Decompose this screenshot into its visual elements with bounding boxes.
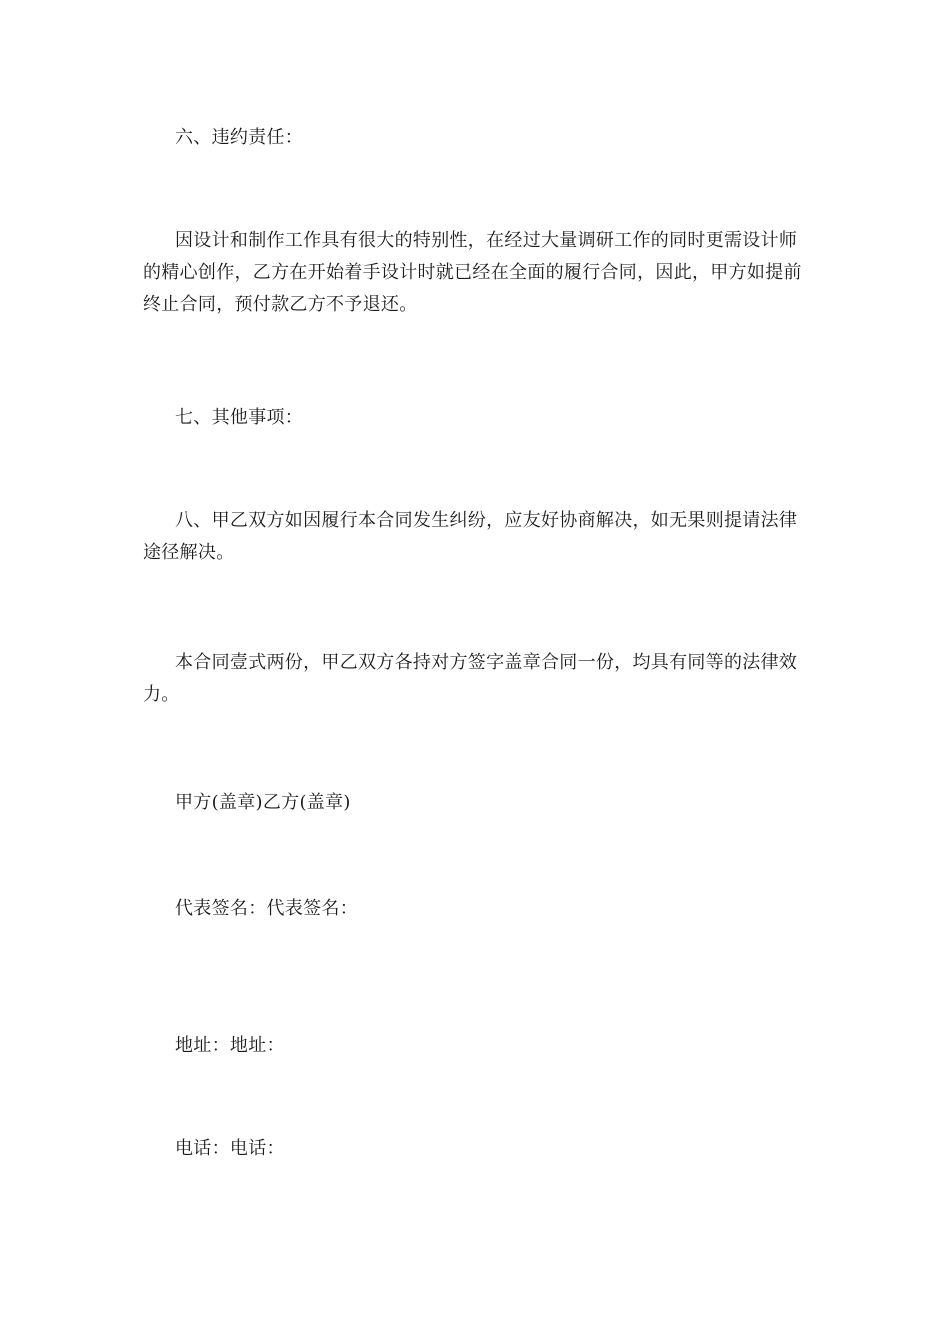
breach-liability-text: 因设计和制作工作具有很大的特别性，在经过大量调研工作的同时更需设计师的精心创作，乙方在开始着手设计时就已经在全面的履行合同，因此，甲方如提前终止合同，预付款乙方不予退还。 (143, 230, 802, 315)
section-heading-other-matters: 七、其他事项： (175, 407, 304, 428)
phone-line: 电话：电话： (175, 1138, 285, 1159)
address-line: 地址：地址： (175, 1035, 285, 1056)
dispute-resolution-text: 八、甲乙双方如因履行本合同发生纠纷，应友好协商解决，如无果则提请法律途径解决。 (143, 510, 798, 563)
copies-statement-text: 本合同壹式两份，甲乙双方各持对方签字盖章合同一份，均具有同等的法律效力。 (143, 652, 798, 705)
party-seal-line: 甲方(盖章)乙方(盖章) (175, 792, 351, 813)
section-heading-breach-liability: 六、违约责任： (175, 127, 304, 148)
representative-signature-line: 代表签名：代表签名： (175, 898, 358, 919)
